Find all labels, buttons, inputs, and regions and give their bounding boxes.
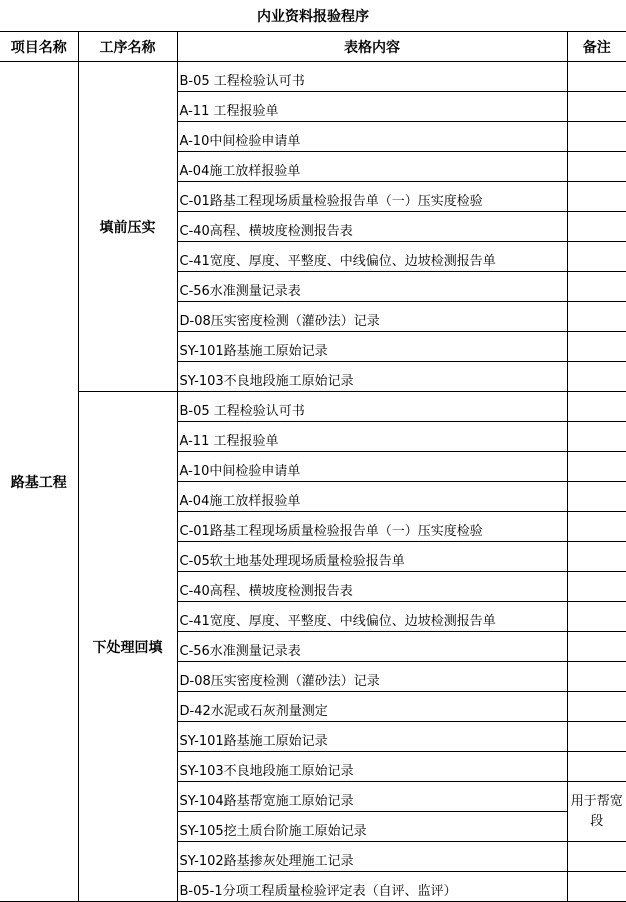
- inspection-table: [0, 31, 626, 902]
- form-item-cell: C-56水准测量记录表: [177, 272, 567, 302]
- form-item-cell: SY-105挖土质台阶施工原始记录: [177, 812, 567, 842]
- header-process: 工序名称: [78, 32, 177, 62]
- remark-cell: [567, 572, 626, 602]
- remark-cell: [567, 272, 626, 302]
- form-item-cell: A-11 工程报验单: [177, 422, 567, 452]
- form-item-cell: SY-102路基掺灰处理施工记录: [177, 842, 567, 872]
- form-item-cell: D-08压实密度检测（灌砂法）记录: [177, 662, 567, 692]
- form-item-cell: B-05 工程检验认可书: [177, 392, 567, 422]
- form-item-cell: B-05-1分项工程质量检验评定表（自评、监评）: [177, 872, 567, 902]
- form-item-cell: C-41宽度、厚度、平整度、中线偏位、边坡检测报告单: [177, 242, 567, 272]
- remark-cell: [567, 302, 626, 332]
- remark-cell: [567, 482, 626, 512]
- form-item-cell: A-10中间检验申请单: [177, 122, 567, 152]
- form-item-cell: SY-101路基施工原始记录: [177, 722, 567, 752]
- form-item-cell: SY-104路基帮宽施工原始记录: [177, 782, 567, 812]
- remark-cell: [567, 62, 626, 92]
- form-item-cell: SY-103不良地段施工原始记录: [177, 752, 567, 782]
- form-item-cell: C-40高程、横坡度检测报告表: [177, 212, 567, 242]
- header-project: 项目名称: [0, 32, 78, 62]
- header-remark: 备注: [567, 32, 626, 62]
- remark-cell: [567, 182, 626, 212]
- form-item-cell: A-10中间检验申请单: [177, 452, 567, 482]
- remark-cell: [567, 662, 626, 692]
- page-title: 内业资料报验程序: [0, 0, 626, 32]
- form-item-cell: C-01路基工程现场质量检验报告单（一）压实度检验: [177, 182, 567, 212]
- remark-cell: [567, 242, 626, 272]
- form-item-cell: SY-103不良地段施工原始记录: [177, 362, 567, 392]
- process-name-cell: 填前压实: [78, 62, 177, 392]
- form-item-cell: D-42水泥或石灰剂量测定: [177, 692, 567, 722]
- header-row: [0, 32, 626, 62]
- remark-cell: [567, 152, 626, 182]
- remark-cell: [567, 842, 626, 872]
- remark-cell: [567, 362, 626, 392]
- table-row: [0, 392, 626, 422]
- form-item-cell: C-40高程、横坡度检测报告表: [177, 572, 567, 602]
- remark-cell: [567, 422, 626, 452]
- form-item-cell: SY-101路基施工原始记录: [177, 332, 567, 362]
- form-item-cell: C-56水准测量记录表: [177, 632, 567, 662]
- remark-cell: [567, 512, 626, 542]
- remark-cell: [567, 872, 626, 902]
- form-item-cell: C-05软土地基处理现场质量检验报告单: [177, 542, 567, 572]
- project-name-cell: 路基工程: [0, 62, 78, 902]
- form-item-cell: C-01路基工程现场质量检验报告单（一）压实度检验: [177, 512, 567, 542]
- form-item-cell: A-04施工放样报验单: [177, 482, 567, 512]
- remark-cell: [567, 392, 626, 422]
- table-row: [0, 62, 626, 92]
- remark-cell: [567, 722, 626, 752]
- remark-cell: [567, 92, 626, 122]
- remark-cell: [567, 632, 626, 662]
- remark-note-cell: 用于帮宽段: [567, 782, 626, 842]
- remark-cell: [567, 122, 626, 152]
- form-item-cell: B-05 工程检验认可书: [177, 62, 567, 92]
- remark-cell: [567, 752, 626, 782]
- form-item-cell: A-04施工放样报验单: [177, 152, 567, 182]
- remark-cell: [567, 212, 626, 242]
- remark-cell: [567, 332, 626, 362]
- remark-cell: [567, 692, 626, 722]
- process-name-cell: 下处理回填: [78, 392, 177, 902]
- remark-cell: [567, 452, 626, 482]
- remark-cell: [567, 542, 626, 572]
- form-item-cell: A-11 工程报验单: [177, 92, 567, 122]
- header-content: 表格内容: [177, 32, 567, 62]
- remark-cell: [567, 602, 626, 632]
- form-item-cell: D-08压实密度检测（灌砂法）记录: [177, 302, 567, 332]
- form-item-cell: C-41宽度、厚度、平整度、中线偏位、边坡检测报告单: [177, 602, 567, 632]
